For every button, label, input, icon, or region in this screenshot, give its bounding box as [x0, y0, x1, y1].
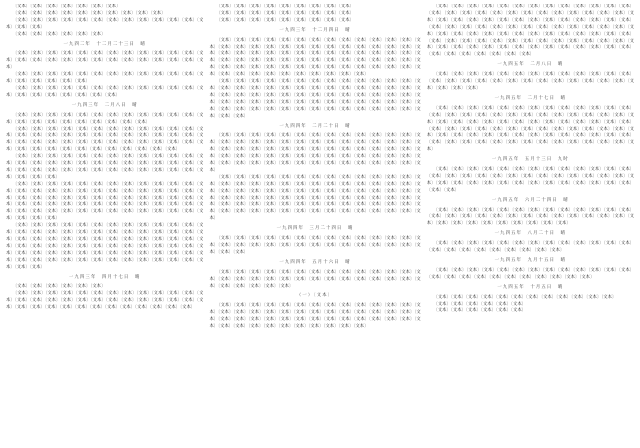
entry-paragraph: 〔文本〕〔文本〕〔文本〕〔文本〕〔文本〕〔文本〕〔文本〕〔文本〕〔文本〕〔文本〕〔文本〕〔文本〕〔文本〕〔文本〕〔文本〕〔文本〕〔文本〕〔文本〕〔文本〕〔文本〕〔文本〕〔文本〕〔文本〕〔文本〕〔文本〕〔文本〕〔文本〕〔文本〕〔文本〕〔文本〕〔文本〕〔文本〕〔文本〕〔文本〕〔文本〕〔文本〕〔文本〕〔文本〕〔文本〕〔文本〕〔文本〕〔文本〕〔文本〕〔文本〕〔文本〕〔文本〕〔文本〕〔文本〕〔文本〕〔文本〕	[6, 126, 204, 153]
entry-date-heading: 一九四五年 六月二十四日 晴	[491, 197, 569, 203]
entry-paragraph: 〔文本〕〔文本〕〔文本〕〔文本〕〔文本〕〔文本〕〔文本〕〔文本〕〔文本〕〔文本〕〔文本〕〔文本〕〔文本〕〔文本〕〔文本〕〔文本〕〔文本〕〔文本〕〔文本〕〔文本〕〔文本〕〔文本〕〔文本〕〔文本〕〔文本〕〔文本〕〔文本〕〔文本〕〔文本〕〔文本〕〔文本〕〔文本〕〔文本〕〔文本〕〔文本〕〔文本〕〔文本〕〔文本〕〔文本〕〔文本〕〔文本〕〔文本〕〔文本〕〔文本〕〔文本〕〔文本〕〔文本〕〔文本〕〔文本〕〔文本〕〔文本〕〔文本〕〔文本〕〔文本〕〔文本〕〔文本〕〔文本〕〔文本〕〔文本〕〔文本〕〔文本〕〔文本〕〔文本〕〔文本〕〔文本〕〔文本〕〔文本〕〔文本〕〔文本〕〔文本〕〔文本〕〔文本〕〔文本〕〔文本〕〔文本〕〔文本〕〔文本〕〔文本〕〔文本〕〔文本〕	[6, 223, 204, 270]
entry-date-heading: 一九四五年 十月五日 晴	[497, 284, 564, 290]
entry-paragraph: 〔文本〕〔文本〕〔文本〕〔文本〕〔文本〕〔文本〕〔文本〕〔文本〕〔文本〕〔文本〕〔文本〕〔文本〕〔文本〕〔文本〕〔文本〕〔文本〕〔文本〕〔文本〕〔文本〕〔文本〕〔文本〕〔文本〕〔文本〕〔文本〕〔文本〕〔文本〕〔文本〕〔文本〕〔文本〕〔文本〕〔文本〕〔文本〕〔文本〕〔文本〕〔文本〕〔文本〕	[426, 207, 634, 227]
entry-paragraph: 〔文本〕〔文本〕〔文本〕〔文本〕〔文本〕〔文本〕〔文本〕	[12, 4, 121, 9]
diary-entry	[427, 62, 634, 93]
entry-paragraph: 〔文本〕〔文本〕〔文本〕〔文本〕〔文本〕〔文本〕〔文本〕〔文本〕〔文本〕〔文本〕〔文本〕〔文本〕〔文本〕〔文本〕〔文本〕〔文本〕〔文本〕〔文本〕〔文本〕〔文本〕〔文本〕〔文本〕	[6, 112, 204, 125]
entry-paragraph: 〔文本〕〔文本〕〔文本〕〔文本〕〔文本〕〔文本〕〔文本〕〔文本〕〔文本〕〔文本〕〔文本〕〔文本〕〔文本〕〔文本〕〔文本〕〔文本〕〔文本〕〔文本〕〔文本〕〔文本〕〔文本〕〔文本〕〔文本〕〔文本〕〔文本〕〔文本〕〔文本〕〔文本〕〔文本〕〔文本〕〔文本〕〔文本〕〔文本〕〔文本〕〔文本〕〔文本〕〔文本〕〔文本〕〔文本〕〔文本〕〔文本〕〔文本〕	[6, 154, 204, 180]
diary-entry	[209, 226, 420, 257]
entry-paragraph: 〔文本〕〔文本〕〔文本〕〔文本〕〔文本〕〔文本〕〔文本〕〔文本〕〔文本〕〔文本〕〔文本〕〔文本〕〔文本〕〔文本〕〔文本〕〔文本〕〔文本〕〔文本〕〔文本〕〔文本〕〔文本〕〔文本〕〔文本〕〔文本〕〔文本〕〔文本〕〔文本〕〔文本〕〔文本〕〔文本〕〔文本〕〔文本〕〔文本〕〔文本〕〔文本〕〔文本〕〔文本〕〔文本〕〔文本〕〔文本〕〔文本〕〔文本〕〔文本〕〔文本〕〔文本〕〔文本〕〔文本〕〔文本〕〔文本〕〔文本〕〔文本〕〔文本〕	[209, 303, 421, 330]
entry-date-heading: 一九四三年 十二月四日 晴	[279, 27, 351, 33]
diary-entry	[427, 285, 634, 316]
entry-paragraph: 〔文本〕〔文本〕〔文本〕〔文本〕〔文本〕〔文本〕〔文本〕〔文本〕〔文本〕〔文本〕	[12, 10, 166, 16]
entry-paragraph: 〔文本〕〔文本〕〔文本〕〔文本〕〔文本〕〔文本〕〔文本〕〔文本〕〔文本〕〔文本〕〔文本〕〔文本〕〔文本〕〔文本〕〔文本〕〔文本〕〔文本〕〔文本〕〔文本〕〔文本〕〔文本〕〔文本〕〔文本〕〔文本〕〔文本〕〔文本〕〔文本〕〔文本〕〔文本〕〔文本〕〔文本〕〔文本〕〔文本〕〔文本〕〔文本〕〔文本〕〔文本〕〔文本〕	[6, 291, 204, 311]
diary-entry	[6, 103, 203, 272]
entry-paragraph: 〔文本〕〔文本〕〔文本〕〔文本〕〔文本〕〔文本〕〔文本〕〔文本〕〔文本〕〔文本〕〔文本〕〔文本〕〔文本〕〔文本〕〔文本〕〔文本〕〔文本〕〔文本〕〔文本〕〔文本〕〔文本〕〔文本〕〔文本〕〔文本〕〔文本〕〔文本〕〔文本〕〔文本〕〔文本〕〔文本〕〔文本〕〔文本〕〔文本〕〔文本〕〔文本〕〔文本〕〔文本〕〔文本〕〔文本〕〔文本〕〔文本〕〔文本〕	[426, 167, 634, 193]
diary-entry	[209, 28, 420, 121]
entry-date-heading: 一九四五年 二月八日 晴	[497, 62, 564, 68]
entry-paragraph: 〔文本〕〔文本〕〔文本〕〔文本〕〔文本〕〔文本〕〔文本〕〔文本〕〔文本〕〔文本〕〔文本〕〔文本〕〔文本〕〔文本〕〔文本〕〔文本〕〔文本〕〔文本〕〔文本〕〔文本〕〔文本〕〔文本〕〔文本〕〔文本〕〔文本〕〔文本〕〔文本〕〔文本〕〔文本〕〔文本〕〔文本〕〔文本〕〔文本〕〔文本〕〔文本〕〔文本〕〔文本〕〔文本〕〔文本〕〔文本〕〔文本〕〔文本〕〔文本〕〔文本〕〔文本〕〔文本〕〔文本〕〔文本〕〔文本〕〔文本〕〔文本〕〔文本〕〔文本〕〔文本〕〔文本〕〔文本〕〔文本〕〔文本〕〔文本〕〔文本〕〔文本〕〔文本〕〔文本〕〔文本〕〔文本〕〔文本〕〔文本〕〔文本〕〔文本〕〔文本〕〔文本〕〔文本〕〔文本〕〔文本〕〔文本〕〔文本〕〔文本〕〔文本〕〔文本〕〔文本〕〔文本〕〔文本〕〔文本〕〔文本〕	[209, 174, 421, 222]
entry-paragraph: 〔文本〕〔文本〕〔文本〕〔文本〕〔文本〕〔文本〕〔文本〕〔文本〕〔文本〕〔文本〕〔文本〕〔文本〕〔文本〕〔文本〕〔文本〕〔文本〕〔文本〕〔文本〕〔文本〕〔文本〕〔文本〕〔文本〕〔文本〕〔文本〕〔文本〕〔文本〕〔文本〕〔文本〕〔文本〕〔文本〕〔文本〕〔文本〕〔文本〕〔文本〕〔文本〕〔文本〕〔文本〕〔文本〕〔文本〕〔文本〕〔文本〕〔文本〕〔文本〕〔文本〕〔文本〕〔文本〕〔文本〕〔文本〕〔文本〕〔文本〕〔文本〕〔文本〕〔文本〕〔文本〕〔文本〕〔文本〕〔文本〕〔文本〕〔文本〕〔文本〕〔文本〕〔文本〕〔文本〕〔文本〕〔文本〕〔文本〕〔文本〕〔文本〕〔文本〕〔文本〕	[209, 133, 421, 173]
entry-date-heading: 一九四四年 五月十六日 晴	[279, 259, 351, 265]
diary-entry	[6, 275, 203, 313]
entry-paragraph: 〔文本〕〔文本〕〔文本〕〔文本〕〔文本〕〔文本〕〔文本〕〔文本〕〔文本〕〔文本〕〔文本〕〔文本〕〔文本〕〔文本〕〔文本〕〔文本〕〔文本〕〔文本〕〔文本〕〔文本〕〔文本〕〔文本〕〔文本〕〔文本〕〔文本〕〔文本〕〔文本〕〔文本〕〔文本〕〔文本〕〔文本〕〔文本〕〔文本〕	[209, 269, 421, 289]
diary-entry	[209, 260, 420, 291]
entry-date-heading: 一九四二年 十二月二十三日 晴	[63, 41, 146, 47]
entry-paragraph: 〔文本〕〔文本〕〔文本〕〔文本〕〔文本〕〔文本〕〔文本〕〔文本〕〔文本〕〔文本〕〔文本〕〔文本〕〔文本〕〔文本〕〔文本〕〔文本〕〔文本〕〔文本〕〔文本〕〔文本〕〔文本〕〔文本〕	[426, 241, 634, 254]
entry-date-heading: 一九四五年 五月十三日 九时	[491, 157, 569, 163]
entry-paragraph: 〔文本〕〔文本〕〔文本〕〔文本〕〔文本〕〔文本〕〔文本〕〔文本〕〔文本〕〔文本〕〔文本〕〔文本〕〔文本〕〔文本〕〔文本〕	[6, 17, 204, 30]
diary-entry	[427, 4, 634, 59]
diary-entry	[6, 42, 203, 100]
entry-paragraph: 〔文本〕〔文本〕〔文本〕〔文本〕〔文本〕〔文本〕	[433, 301, 526, 307]
diary-entry	[6, 4, 203, 39]
entry-date-heading: 一九四五年 二月十七日 晴	[494, 95, 567, 101]
entry-paragraph: 〔文本〕〔文本〕〔文本〕〔文本〕〔文本〕〔文本〕〔文本〕〔文本〕〔文本〕〔文本〕〔文本〕〔文本〕〔文本〕〔文本〕〔文本〕〔文本〕〔文本〕〔文本〕〔文本〕〔文本〕〔文本〕〔文本〕〔文本〕〔文本〕〔文本〕〔文本〕〔文本〕〔文本〕〔文本〕〔文本〕〔文本〕〔文本〕〔文本〕〔文本〕〔文本〕〔文本〕〔文本〕〔文本〕〔文本〕〔文本〕〔文本〕〔文本〕〔文本〕〔文本〕〔文本〕〔文本〕〔文本〕〔文本〕〔文本〕〔文本〕〔文本〕〔文本〕〔文本〕〔文本〕〔文本〕〔文本〕〔文本〕〔文本〕〔文本〕〔文本〕〔文本〕〔文本〕〔文本〕〔文本〕〔文本〕〔文本〕〔文本〕〔文本〕〔文本〕〔文本〕〔文本〕〔文本〕〔文本〕〔文本〕〔文本〕〔文本〕〔文本〕〔文本〕〔文本〕〔文本〕	[209, 37, 421, 78]
entry-paragraph: 〔文本〕〔文本〕〔文本〕〔文本〕〔文本〕〔文本〕〔文本〕〔文本〕〔文本〕	[216, 4, 354, 9]
entry-paragraph: 〔文本〕〔文本〕〔文本〕〔文本〕〔文本〕〔文本〕	[12, 31, 106, 37]
text-column-middle	[209, 4, 420, 444]
entry-paragraph: 〔文本〕〔文本〕〔文本〕〔文本〕〔文本〕〔文本〕〔文本〕〔文本〕〔文本〕〔文本〕〔文本〕〔文本〕〔文本〕〔文本〕〔文本〕〔文本〕〔文本〕〔文本〕〔文本〕〔文本〕〔文本〕〔文本〕〔文本〕〔文本〕〔文本〕〔文本〕〔文本〕〔文本〕〔文本〕〔文本〕	[426, 72, 634, 91]
entry-paragraph: 〔文本〕〔文本〕〔文本〕〔文本〕〔文本〕〔文本〕	[12, 284, 106, 290]
diary-entry	[427, 96, 634, 154]
entry-paragraph: 〔文本〕〔文本〕〔文本〕〔文本〕〔文本〕〔文本〕〔文本〕〔文本〕〔文本〕〔文本〕〔文本〕〔文本〕〔文本〕〔文本〕〔文本〕〔文本〕〔文本〕〔文本〕〔文本〕〔文本〕〔文本〕〔文本〕〔文本〕〔文本〕〔文本〕〔文本〕	[6, 51, 204, 71]
entry-date-heading: 一九四三年 四月十七日 晴	[68, 274, 141, 280]
entry-date-heading: 一九四四年 三月二十四日 晴	[276, 226, 354, 232]
diary-entry	[209, 293, 420, 331]
entry-paragraph: 〔文本〕〔文本〕〔文本〕〔文本〕〔文本〕〔文本〕〔文本〕〔文本〕〔文本〕〔文本〕〔文本〕〔文本〕	[433, 294, 617, 300]
entry-paragraph: 〔文本〕〔文本〕〔文本〕〔文本〕〔文本〕〔文本〕〔文本〕〔文本〕〔文本〕〔文本〕〔文本〕〔文本〕〔文本〕〔文本〕〔文本〕〔文本〕〔文本〕〔文本〕〔文本〕〔文本〕〔文本〕〔文本〕〔文本〕〔文本〕	[426, 267, 634, 280]
entry-date-heading: 一九四五年 九月十五日 晴	[494, 258, 567, 263]
diary-entry	[427, 258, 634, 282]
entry-paragraph: 〔文本〕〔文本〕〔文本〕〔文本〕〔文本〕〔文本〕〔文本〕〔文本〕〔文本〕〔文本〕〔文本〕〔文本〕〔文本〕〔文本〕〔文本〕〔文本〕〔文本〕〔文本〕〔文本〕〔文本〕〔文本〕〔文本〕〔文本〕〔文本〕〔文本〕〔文本〕〔文本〕〔文本〕〔文本〕〔文本〕	[209, 236, 421, 255]
entry-paragraph: 〔文本〕〔文本〕〔文本〕〔文本〕〔文本〕〔文本〕〔文本〕〔文本〕〔文本〕	[216, 10, 354, 16]
diary-entry	[209, 4, 420, 25]
entry-paragraph: 〔文本〕〔文本〕〔文本〕〔文本〕〔文本〕〔文本〕〔文本〕〔文本〕〔文本〕〔文本〕〔文本〕〔文本〕〔文本〕〔文本〕〔文本〕〔文本〕〔文本〕〔文本〕〔文本〕〔文本〕〔文本〕〔文本〕〔文本〕〔文本〕〔文本〕〔文本〕〔文本〕〔文本〕〔文本〕〔文本〕〔文本〕〔文本〕〔文本〕〔文本〕〔文本〕〔文本〕〔文本〕〔文本〕〔文本〕〔文本〕〔文本〕〔文本〕〔文本〕〔文本〕〔文本〕〔文本〕〔文本〕〔文本〕〔文本〕〔文本〕〔文本〕〔文本〕〔文本〕〔文本〕〔文本〕〔文本〕〔文本〕〔文本〕〔文本〕〔文本〕〔文本〕〔文本〕〔文本〕〔文本〕〔文本〕〔文本〕〔文本〕〔文本〕〔文本〕〔文本〕〔文本〕〔文本〕〔文本〕〔文本〕〔文本〕〔文本〕〔文本〕〔文本〕〔文本〕〔文本〕〔文本〕〔文本〕〔文本〕〔文本〕〔文本〕〔文本〕〔文本〕〔文本〕〔文本〕〔文本〕〔文本〕〔文本〕〔文本〕〔文本〕〔文本〕〔文本〕〔文本〕〔文本〕〔文本〕〔文本〕〔文本〕	[426, 4, 634, 58]
diary-entry	[427, 231, 634, 255]
entry-date-heading: （一）〔文本〕	[296, 293, 334, 299]
entry-paragraph: 〔文本〕〔文本〕〔文本〕〔文本〕〔文本〕〔文本〕〔文本〕〔文本〕〔文本〕〔文本〕〔文本〕〔文本〕〔文本〕〔文本〕〔文本〕〔文本〕〔文本〕〔文本〕〔文本〕〔文本〕	[6, 85, 204, 98]
entry-date-heading: 一九四五年 八月二十日 晴	[494, 231, 567, 237]
diary-entry	[427, 157, 634, 195]
entry-paragraph: 〔文本〕〔文本〕〔文本〕〔文本〕〔文本〕〔文本〕〔文本〕〔文本〕〔文本〕	[216, 17, 354, 23]
entry-paragraph: 〔文本〕〔文本〕〔文本〕〔文本〕〔文本〕〔文本〕	[433, 308, 526, 314]
text-column-left	[6, 4, 203, 444]
entry-date-heading: 一九四四年 二月二十日 晴	[279, 123, 351, 129]
diary-entry	[209, 124, 420, 224]
entry-paragraph: 〔文本〕〔文本〕〔文本〕〔文本〕〔文本〕〔文本〕〔文本〕〔文本〕〔文本〕〔文本〕〔文本〕〔文本〕〔文本〕〔文本〕〔文本〕〔文本〕〔文本〕〔文本〕	[6, 72, 204, 85]
text-column-right	[427, 4, 634, 444]
entry-date-heading: 一九四三年 二月八日 晴	[71, 102, 138, 108]
entry-paragraph: 〔文本〕〔文本〕〔文本〕〔文本〕〔文本〕〔文本〕〔文本〕〔文本〕〔文本〕〔文本〕〔文本〕〔文本〕〔文本〕〔文本〕〔文本〕〔文本〕〔文本〕〔文本〕〔文本〕〔文本〕〔文本〕〔文本〕〔文本〕〔文本〕〔文本〕〔文本〕〔文本〕〔文本〕〔文本〕〔文本〕〔文本〕〔文本〕〔文本〕〔文本〕〔文本〕〔文本〕〔文本〕〔文本〕〔文本〕〔文本〕〔文本〕〔文本〕〔文本〕〔文本〕〔文本〕〔文本〕〔文本〕〔文本〕〔文本〕〔文本〕〔文本〕〔文本〕〔文本〕〔文本〕〔文本〕〔文本〕〔文本〕〔文本〕〔文本〕〔文本〕〔文本〕〔文本〕〔文本〕〔文本〕〔文本〕〔文本〕〔文本〕〔文本〕	[6, 181, 204, 222]
entry-paragraph: 〔文本〕〔文本〕〔文本〕〔文本〕〔文本〕〔文本〕〔文本〕〔文本〕〔文本〕〔文本〕〔文本〕〔文本〕〔文本〕〔文本〕〔文本〕〔文本〕〔文本〕〔文本〕〔文本〕〔文本〕〔文本〕〔文本〕〔文本〕〔文本〕〔文本〕〔文本〕〔文本〕〔文本〕〔文本〕〔文本〕〔文本〕〔文本〕〔文本〕〔文本〕〔文本〕〔文本〕〔文本〕〔文本〕〔文本〕〔文本〕〔文本〕〔文本〕〔文本〕〔文本〕〔文本〕〔文本〕〔文本〕〔文本〕〔文本〕〔文本〕〔文本〕〔文本〕〔文本〕〔文本〕〔文本〕〔文本〕〔文本〕〔文本〕〔文本〕〔文本〕〔文本〕〔文本〕〔文本〕〔文本〕〔文本〕〔文本〕〔文本〕〔文本〕〔文本〕〔文本〕〔文本〕〔文本〕	[209, 79, 421, 119]
diary-entry	[427, 198, 634, 229]
entry-paragraph: 〔文本〕〔文本〕〔文本〕〔文本〕〔文本〕〔文本〕〔文本〕〔文本〕〔文本〕〔文本〕〔文本〕〔文本〕〔文本〕〔文本〕〔文本〕〔文本〕〔文本〕〔文本〕〔文本〕〔文本〕〔文本〕〔文本〕〔文本〕〔文本〕〔文本〕〔文本〕〔文本〕〔文本〕〔文本〕〔文本〕〔文本〕〔文本〕〔文本〕〔文本〕〔文本〕〔文本〕〔文本〕〔文本〕〔文本〕〔文本〕〔文本〕〔文本〕〔文本〕〔文本〕〔文本〕〔文本〕〔文本〕〔文本〕〔文本〕〔文本〕〔文本〕〔文本〕〔文本〕〔文本〕〔文本〕〔文本〕〔文本〕〔文本〕〔文本〕〔文本〕〔文本〕〔文本〕〔文本〕〔文本〕〔文本〕〔文本〕〔文本〕〔文本〕〔文本〕〔文本〕〔文本〕〔文本〕〔文本〕〔文本〕〔文本〕〔文本〕〔文本〕〔文本〕〔文本〕〔文本〕〔文本〕	[426, 105, 634, 153]
